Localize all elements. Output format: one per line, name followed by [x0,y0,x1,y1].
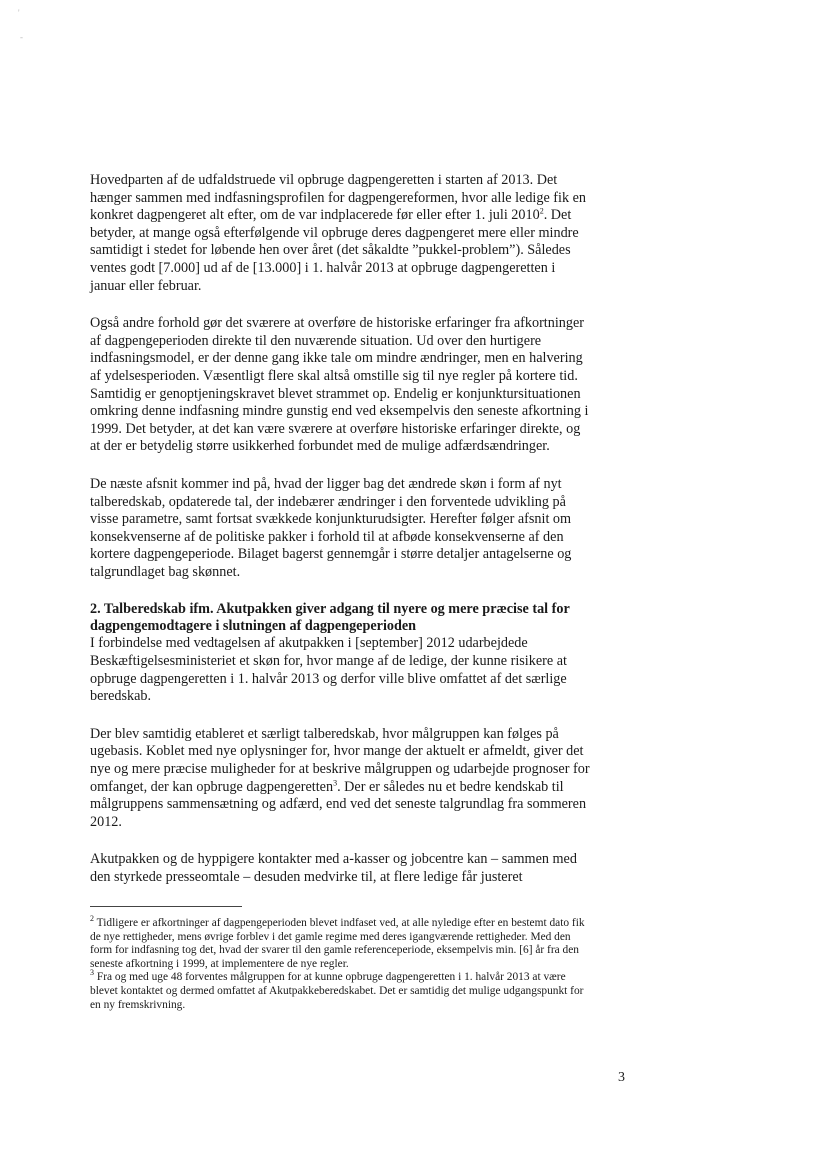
paragraph-1-text-a: Hovedparten af de udfaldstruede vil opbruge dagpengeretten i starten af 2013. Det hænger sammen med indfasningsprofilen for dagpengereformen, hvor alle ledige fik en konkret dagpengeret alt efter, om de var indplacerede før eller efter 1. juli 2010 [90,172,587,224]
footnote-2 [90,914,590,971]
footnote-ref-3: 3 [333,777,338,787]
paragraph-6: Akutpakken og de hyppigere kontakter med a-kasser og jobcentre kan – sammen med den styrkede presseomtale – desuden medvirke til, at flere ledige får justeret [90,851,577,885]
paragraph-5 [90,726,592,832]
paragraph-1-text-b: . Det betyder, at mange også efterfølgende vil opbruge deres dagpengeret mere eller mindre samtidigt i stedet for løbende hen over året (det såkaldte ”pukkel-problem”). Således ventes godt [7.000] ud af de [13.000] i 1. halvår 2013 at opbruge dagpengeretten i januar eller februar. [90,207,579,294]
page-number: 3 [618,1070,625,1085]
section-heading: 2. Talberedskab ifm. Akutpakken giver adgang til nyere og mere præcise tal for dagpengemodtagere i slutningen af dagpengeperioden [90,601,570,635]
footnote-text: Tidligere er afkortninger af dagpengeperioden blevet indfaset ved, at alle nyledige efter en bestemt dato fik de nye rettigheder, mens øvrige forblev i det gamle regime med deres igangværende rettigheder. Med den form for indfasning tog det, hvad der svarer til den gamle referenceperiode, eksempelvis min. [6] år fra den seneste afkortning i 1999, at implementere de nye regler. [90,917,585,970]
body-text [90,172,592,887]
footnote-ref-2: 2 [539,206,544,216]
paragraph-5-text-a: Der blev samtidig etableret et særligt talberedskab, hvor målgruppen kan følges på ugebasis. Koblet med nye oplysninger for, hvor mange der aktuelt er afmeldt, giver det nye og mere præcise muligheder for at beskrive målgruppen og udarbejde prognoser for omfanget, der kan opbruge dagpengeretten [90,725,590,795]
footnote-number: 3 [90,968,94,978]
margin-mark: ' [18,8,20,18]
paragraph-2: Også andre forhold gør det sværere at overføre de historiske erfaringer fra afkortninger af dagpengeperioden direkte til den nuværende situation. Ud over den hurtigere indfasningsmodel, er der denne gang ikke tale om mindre ændringer, men en halvering af ydelsesperioden. Væsentligt flere skal altså omstille sig til nye regler på kortere tid. Samtidig er genoptjeningskravet blevet strammet op. Endelig er konjunktursituationen omkring denne indfasning mindre gunstig end ved eksempelvis den seneste afkortning i 1999. Det betyder, at det kan være sværere at overføre historiske erfaringer direkte, og at der er betydelig større usikkerhed forbundet med de mulige adfærdsændringer. [90,315,589,455]
footnote-3 [90,968,590,1012]
footnote-divider [90,906,242,907]
footnotes [90,914,590,1012]
paragraph-1 [90,172,592,295]
paragraph-5-text-b: . Der er således nu et bedre kendskab til målgruppens sammensætning og adfærd, end ved det seneste talgrundlag fra sommeren 2012. [90,778,587,830]
footnote-text: Fra og med uge 48 forventes målgruppen for at kunne opbruge dagpengeretten i 1. halvår 2013 at være blevet kontaktet og dermed omfattet af Akutpakkeberedskabet. Det er samtidig det mulige udgangspunkt for en ny fremskrivning. [90,971,584,1011]
paragraph-4: I forbindelse med vedtagelsen af akutpakken i [september] 2012 udarbejdede Beskæftigelsesministeriet et skøn for, hvor mange af de ledige, der kunne risikere at opbruge dagpengeretten i 1. halvår 2013 og derfor ville blive omfattet af det særlige beredskab. [90,635,567,705]
paragraph-3: De næste afsnit kommer ind på, hvad der ligger bag det ændrede skøn i form af nyt talberedskab, opdaterede tal, der indebærer ændringer i den forventede udvikling på visse parametre, samt fortsat svækkede konjunkturudsigter. Herefter følger afsnit om konsekvenserne af de politiske pakker i forhold til at afbøde konsekvenserne af den kortere dagpengeperiode. Bilaget bagerst gennemgår i større detaljer antagelserne og talgrundlaget bag skønnet. [90,475,572,580]
margin-mark: - [20,32,23,42]
footnote-number: 2 [90,914,94,924]
